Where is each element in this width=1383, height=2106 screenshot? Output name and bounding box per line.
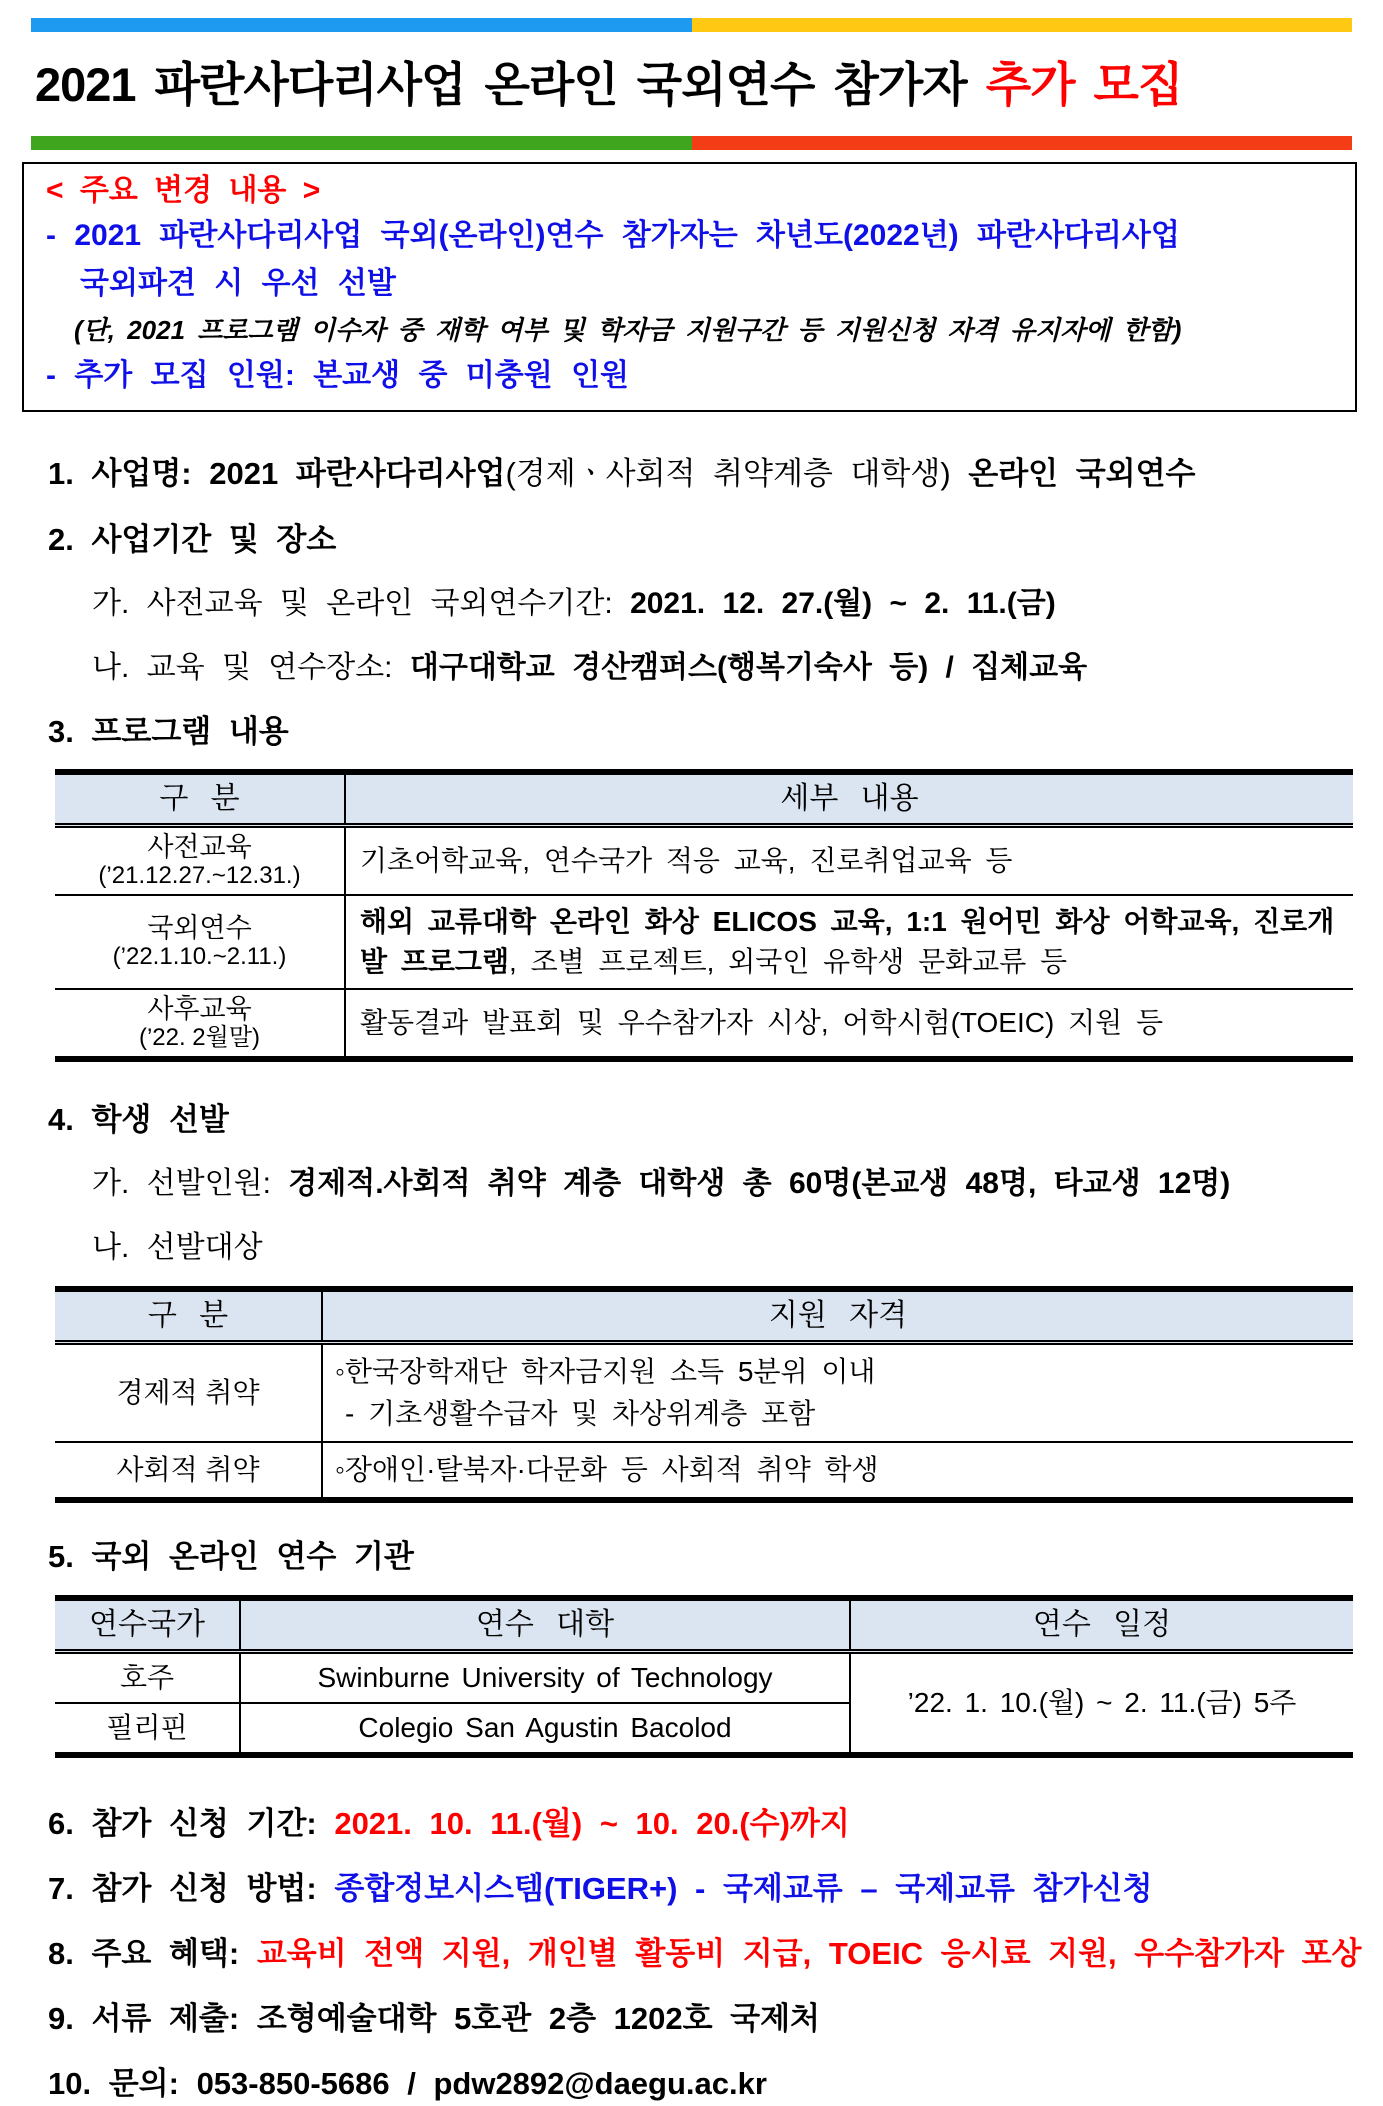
category-name: 국외연수 <box>147 913 252 943</box>
section-9-document-submission <box>48 1997 1355 2041</box>
title-main: 2021 파란사다리사업 온라인 국외연수 참가자 <box>35 58 967 111</box>
eligibility-row-economic <box>55 1343 1353 1443</box>
section-4-label: 4. 학생 선발 <box>48 1102 229 1137</box>
section-2a-period <box>92 582 1355 626</box>
section-10-contact <box>48 2062 1355 2106</box>
section-2b-value: 대구대학교 경산캠퍼스(행복기숙사 등) / 집체교육 <box>409 651 1088 684</box>
category-name: 사후교육 <box>147 994 252 1024</box>
institution-row-1-country: 호주 <box>55 1652 240 1704</box>
eligibility-row-social <box>55 1442 1353 1500</box>
section-8-label: 8. 주요 혜택: <box>48 1936 240 1971</box>
section-2b-place <box>92 646 1355 690</box>
program-table-header-detail: 세부 내용 <box>345 772 1353 826</box>
section-1-label: 1. 사업명: <box>48 456 192 491</box>
program-row-3-category-cell <box>55 989 345 1059</box>
bar-orange-segment <box>692 136 1353 150</box>
eligibility-row-1-category: 경제적 취약 <box>55 1343 322 1443</box>
program-row-1-category-cell <box>55 826 345 896</box>
institution-schedule-cell: ’22. 1. 10.(월) ~ 2. 11.(금) 5주 <box>850 1652 1353 1756</box>
program-table-row-overseas <box>55 895 1353 989</box>
program-row-2-detail <box>345 895 1353 989</box>
title-highlight: 추가 모집 <box>985 58 1183 111</box>
page-title <box>35 56 1355 114</box>
eligibility-row-2-category: 사회적 취약 <box>55 1442 322 1500</box>
section-4-heading <box>48 1098 1355 1142</box>
section-7-label: 7. 참가 신청 방법: <box>48 1871 317 1906</box>
program-table-header-row <box>55 772 1353 826</box>
section-4a-value: 경제적.사회적 취약 계층 대학생 총 60명(본교생 48명, 타교생 12명) <box>288 1167 1231 1200</box>
section-10-label: 10. 문의: <box>48 2066 179 2101</box>
section-3-heading <box>48 710 1355 754</box>
bar-yellow-segment <box>692 18 1353 32</box>
section-4b-selection-target <box>92 1226 1355 1270</box>
institution-table-header-country: 연수국가 <box>55 1598 240 1652</box>
institution-row-australia <box>55 1652 1353 1704</box>
eligibility-row-1-detail <box>322 1343 1353 1443</box>
detail-bold-2: 진로개발 프로그램 <box>360 906 1335 977</box>
section-8-benefits <box>48 1932 1362 1976</box>
eligibility-line-1: ◦한국장학재단 학자금지원 소득 5분위 이내 <box>335 1356 876 1387</box>
institution-row-2-country: 필리핀 <box>55 1703 240 1755</box>
notice-note: (단, 2021 프로그램 이수자 중 재학 여부 및 학자금 지원구간 등 지원신청 자격 유지자에 한함) <box>74 315 1182 345</box>
eligibility-table-header-qualification: 지원 자격 <box>322 1289 1353 1343</box>
category-period: (’22.1.10.~2.11.) <box>112 943 287 970</box>
notice-heading: < 주요 변경 내용 > <box>46 174 321 207</box>
eligibility-line-2: - 기초생활수급자 및 차상위계층 포함 <box>345 1398 816 1429</box>
notice-line-1: - 2021 파란사다리사업 국외(온라인)연수 참가자는 차년도(2022년) 파란사다리사업 <box>46 219 1180 252</box>
program-row-3-detail: 활동결과 발표회 및 우수참가자 시상, 어학시험(TOEIC) 지원 등 <box>345 989 1353 1059</box>
detail-bold-1: 해외 교류대학 온라인 화상 ELICOS 교육, 1:1 원어민 화상 어학교육, <box>360 906 1240 937</box>
eligibility-table-header-row <box>55 1289 1353 1343</box>
notice-line-2: - 추가 모집 인원: 본교생 중 미충원 인원 <box>46 359 630 392</box>
program-table-header-category: 구 분 <box>55 772 345 826</box>
institution-table <box>55 1595 1353 1758</box>
section-2-heading <box>48 518 1355 562</box>
institution-table-header-row <box>55 1598 1353 1652</box>
section-6-value: 2021. 10. 11.(월) ~ 10. 20.(수)까지 <box>334 1806 850 1841</box>
decorative-bar-top <box>31 18 1352 32</box>
category-period: (’21.12.27.~12.31.) <box>98 862 301 889</box>
institution-row-1-university: Swinburne University of Technology <box>240 1652 850 1704</box>
section-3-label: 3. 프로그램 내용 <box>48 714 289 749</box>
section-10-value: 053-850-5686 / pdw2892@daegu.ac.kr <box>196 2066 767 2101</box>
section-5-heading <box>48 1535 1355 1579</box>
section-2-label: 2. 사업기간 및 장소 <box>48 522 337 557</box>
bar-blue-segment <box>31 18 692 32</box>
bar-green-segment <box>31 136 692 150</box>
section-7-value: 종합정보시스템(TIGER+) - 국제교류 – 국제교류 참가신청 <box>334 1871 1153 1906</box>
category-name: 사전교육 <box>147 832 252 862</box>
institution-table-header-university: 연수 대학 <box>240 1598 850 1652</box>
eligibility-row-2-detail: ◦장애인·탈북자·다문화 등 사회적 취약 학생 <box>322 1442 1353 1500</box>
section-7-application-method <box>48 1867 1355 1911</box>
section-6-application-period <box>48 1802 1355 1846</box>
section-1-business-name <box>48 452 1355 496</box>
section-9-value: 조형예술대학 5호관 2층 1202호 국제처 <box>256 2001 821 2036</box>
program-table <box>55 769 1353 1062</box>
section-2b-prefix: 나. 교육 및 연수장소: <box>92 651 393 684</box>
section-4b-label: 나. 선발대상 <box>92 1231 263 1264</box>
section-2a-value: 2021. 12. 27.(월) ~ 2. 11.(금) <box>630 587 1056 620</box>
program-row-1-detail: 기초어학교육, 연수국가 적응 교육, 진로취업교육 등 <box>345 826 1353 896</box>
section-8-value: 교육비 전액 지원, 개인별 활동비 지급, TOEIC 응시료 지원, 우수참가자 포상 <box>256 1936 1362 1971</box>
notice-line-1-continued: 국외파견 시 우선 선발 <box>80 267 396 300</box>
eligibility-table-header-category: 구 분 <box>55 1289 322 1343</box>
section-6-label: 6. 참가 신청 기간: <box>48 1806 317 1841</box>
program-table-row-post <box>55 989 1353 1059</box>
section-9-label: 9. 서류 제출: <box>48 2001 240 2036</box>
notice-box <box>22 162 1357 412</box>
section-5-label: 5. 국외 온라인 연수 기관 <box>48 1539 414 1574</box>
detail-rest: , 조별 프로젝트, 외국인 유학생 문화교류 등 <box>509 946 1068 977</box>
section-2a-prefix: 가. 사전교육 및 온라인 국외연수기간: <box>92 587 613 620</box>
category-period: (’22. 2월말) <box>138 1024 261 1051</box>
program-table-row-pre <box>55 826 1353 896</box>
eligibility-table <box>55 1286 1353 1503</box>
program-row-2-category-cell <box>55 895 345 989</box>
institution-row-2-university: Colegio San Agustin Bacolod <box>240 1703 850 1755</box>
section-4a-prefix: 가. 선발인원: <box>92 1167 271 1200</box>
institution-table-header-schedule: 연수 일정 <box>850 1598 1353 1652</box>
section-1-training-type: 온라인 국외연수 <box>968 456 1196 491</box>
section-1-program-name: 2021 파란사다리사업 <box>209 456 506 491</box>
section-1-target-note: (경제ㆍ사회적 취약계층 대학생) <box>505 456 951 491</box>
section-4a-selection-count <box>92 1162 1355 1206</box>
decorative-bar-mid <box>31 136 1352 150</box>
